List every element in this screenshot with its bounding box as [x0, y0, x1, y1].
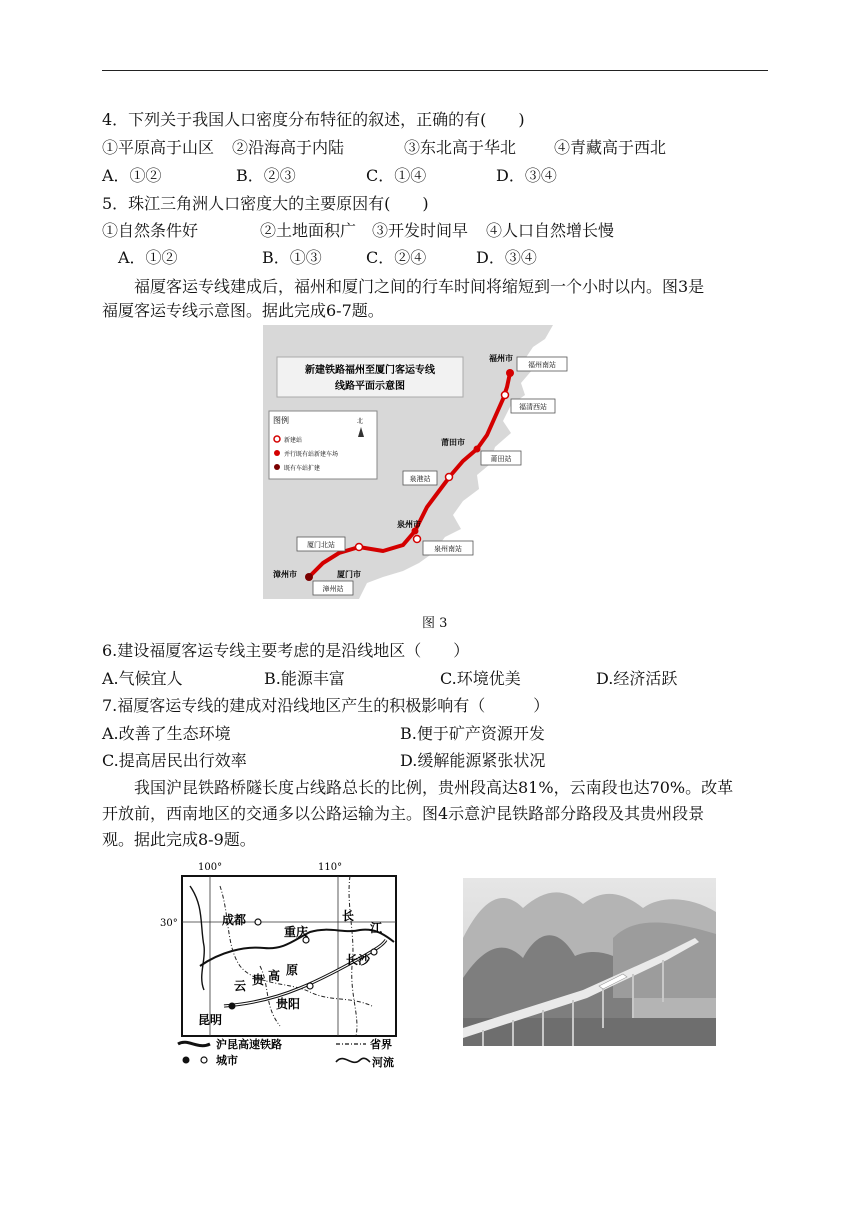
city-chengdu: 成都 [222, 913, 247, 927]
q7-option-d: D.缓解能源紧张状况 [400, 751, 546, 770]
hukun-railway-map [160, 856, 422, 1070]
q5-item-1: ①自然条件好 [102, 221, 199, 240]
putian-marker [474, 446, 481, 453]
q7-option-a: A.改善了生态环境 [102, 724, 231, 743]
guiyang-marker [307, 983, 313, 989]
legend-railway-label: 沪昆高速铁路 [216, 1038, 282, 1051]
q5-option-c: C．②④ [366, 248, 427, 267]
city-kunming: 昆明 [198, 1013, 223, 1027]
q4-stem: 4．下列关于我国人口密度分布特征的叙述，正确的有( ) [102, 110, 525, 129]
legend-item-2: 并行既有站新建车场 [284, 451, 339, 458]
intro2-line2: 开放前，西南地区的交通多以公路运输为主。图4示意沪昆铁路部分路段及其贵州段景 [102, 804, 705, 823]
legend-city-label: 城市 [216, 1054, 238, 1067]
city-label: 泉州市 [397, 520, 421, 529]
q4-option-d: D．③④ [496, 166, 557, 185]
q4-option-a: A．①② [102, 166, 162, 185]
station-label: 厦门北站 [307, 541, 335, 549]
quanzhounan-marker [414, 536, 421, 543]
legend-item-3: 既有车站扩建 [284, 465, 321, 472]
lon-100-label: 100° [198, 862, 223, 873]
intro2-line3: 观。据此完成8-9题。 [102, 830, 256, 849]
q5-stem: 5．珠江三角洲人口密度大的主要原因有( ) [102, 194, 429, 213]
plateau-label-gui: 贵 [252, 973, 265, 987]
intro2-line1: 我国沪昆铁路桥隧长度占线路总长的比例，贵州段高达81%，云南段也达70%。改革 [134, 778, 734, 797]
station-label: 泉州南站 [434, 545, 462, 553]
zhangzhou-marker [305, 573, 313, 581]
q7-option-c: C.提高居民出行效率 [102, 751, 247, 770]
guizhou-viaduct-photo [463, 878, 716, 1046]
q4-item-2: ②沿海高于内陆 [232, 138, 345, 157]
intro1-line2: 福厦客运专线示意图。据此完成6-7题。 [102, 301, 384, 320]
legend-river-label: 河流 [372, 1056, 394, 1069]
q5-item-3: ③开发时间早 [372, 221, 469, 240]
river-label-chang: 长 [342, 909, 355, 923]
city-guiyang: 贵阳 [276, 997, 301, 1011]
changsha-marker [371, 949, 377, 955]
fuxia-railway-map [263, 325, 576, 599]
north-label: 北 [357, 418, 364, 425]
q5-option-d: D．③④ [476, 248, 537, 267]
station-label: 泉港站 [409, 475, 431, 483]
q6-option-d: D.经济活跃 [596, 669, 678, 688]
station-label: 莆田站 [490, 455, 512, 463]
q4-item-4: ④青藏高于西北 [554, 138, 667, 157]
q6-option-a: A.气候宜人 [102, 669, 183, 688]
q6-option-c: C.环境优美 [440, 669, 521, 688]
city-label: 漳州市 [273, 570, 297, 579]
expanded-station-icon [274, 464, 280, 470]
plateau-label-gao: 高 [268, 969, 281, 983]
lon-110-label: 110° [318, 862, 343, 873]
parallel-station-icon [274, 450, 280, 456]
city-chongqing: 重庆 [284, 925, 309, 939]
q4-item-3: ③东北高于华北 [404, 138, 517, 157]
q4-item-1: ①平原高于山区 [102, 138, 215, 157]
q6-stem: 6.建设福厦客运专线主要考虑的是沿线地区（ ） [102, 641, 470, 660]
map1-title-line2: 线路平面示意图 [335, 381, 405, 392]
intro1-line1: 福厦客运专线建成后，福州和厦门之间的行车时间将缩短到一个小时以内。图3是 [134, 277, 705, 296]
kunming-marker [229, 1003, 236, 1010]
legend-item-1: 新建站 [284, 437, 303, 444]
quangang-marker [446, 474, 453, 481]
q5-option-a: A．①② [118, 248, 178, 267]
q7-option-b: B.便于矿产资源开发 [400, 724, 545, 743]
station-label: 福州南站 [528, 361, 556, 369]
legend-river-icon [336, 1058, 370, 1062]
q4-option-c: C．①④ [366, 166, 427, 185]
plateau-label-yuan: 原 [286, 963, 299, 977]
map1-title-line1: 新建铁路福州至厦门客运专线 [305, 365, 435, 376]
legend-border-label: 省界 [370, 1038, 392, 1051]
q5-item-2: ②土地面积广 [260, 221, 357, 240]
chengdu-marker [255, 919, 261, 925]
legend-city-filled-icon [183, 1057, 190, 1064]
fuqing-marker [502, 392, 509, 399]
q7-stem: 7.福厦客运专线的建成对沿线地区产生的积极影响有（ ） [102, 696, 550, 715]
figure3-caption: 图 3 [422, 616, 448, 631]
legend-title: 图例 [273, 416, 289, 425]
station-label: 福清西站 [519, 403, 547, 411]
q5-option-b: B．①③ [262, 248, 322, 267]
plateau-label-yun: 云 [234, 979, 247, 993]
station-label: 漳州站 [322, 585, 344, 593]
city-label: 莆田市 [441, 438, 465, 447]
city-changsha: 长沙 [346, 953, 371, 967]
fuzhou-marker [506, 369, 514, 377]
city-label: 厦门市 [337, 570, 361, 579]
xiamenbei-marker [356, 544, 363, 551]
header-rule [102, 70, 768, 71]
legend-city-open-icon [201, 1057, 207, 1063]
new-station-icon [274, 436, 280, 442]
q5-item-4: ④人口自然增长慢 [486, 221, 615, 240]
q4-option-b: B．②③ [236, 166, 296, 185]
q6-option-b: B.能源丰富 [264, 669, 345, 688]
city-label: 福州市 [489, 354, 513, 363]
lat-30-label: 30° [160, 918, 178, 929]
legend-railway-icon [178, 1042, 210, 1045]
river-label-jiang: 江 [370, 921, 383, 935]
